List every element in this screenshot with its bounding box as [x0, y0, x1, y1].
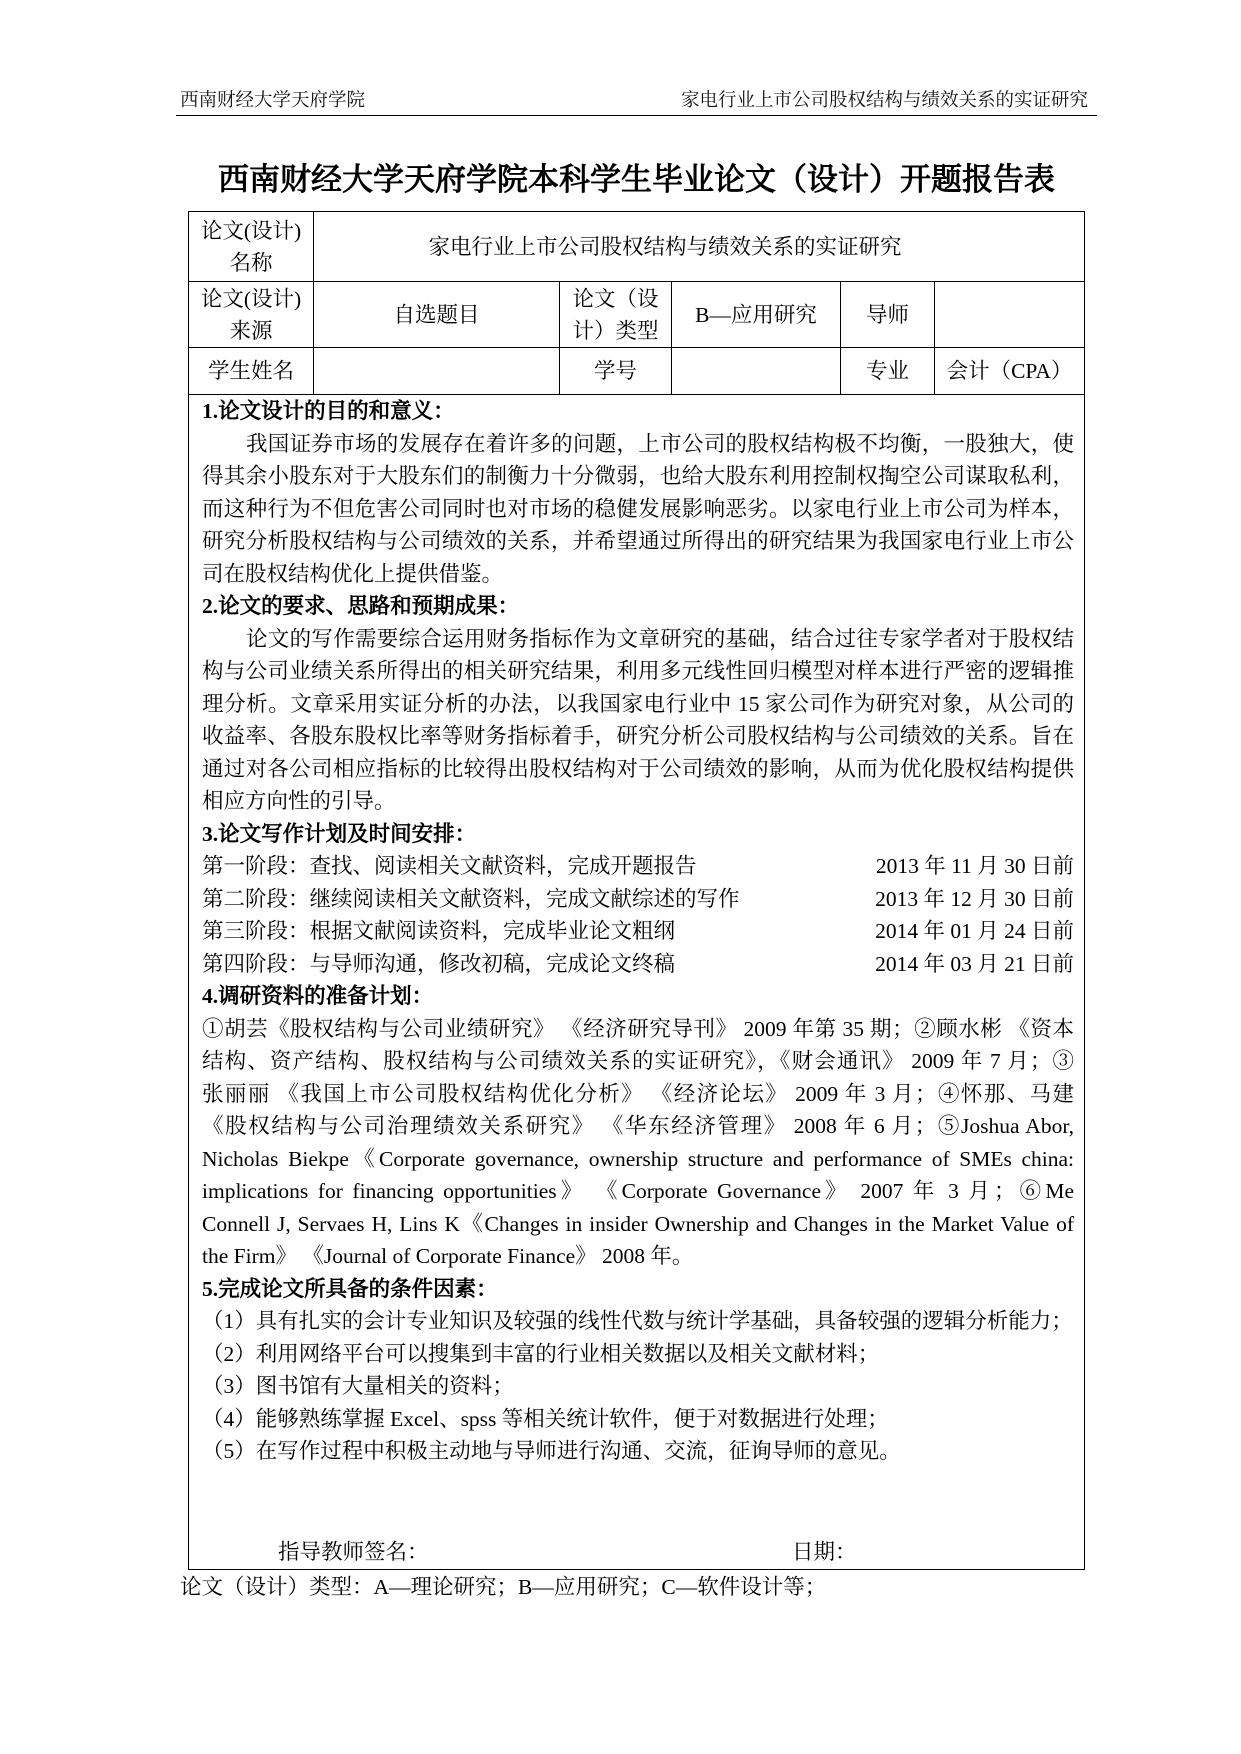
section-heading-conditions: 5.完成论文所具备的条件因素： — [202, 1276, 498, 1301]
condition-item: （1）具有扎实的会计专业知识及较强的线性代数与统计学基础，具备较强的逻辑分析能力； — [202, 1309, 1073, 1333]
student-name-value — [314, 348, 560, 395]
thesis-type-value: B—应用研究 — [672, 282, 841, 348]
section-heading-schedule: 3.论文写作计划及时间安排： — [202, 821, 477, 846]
section-heading-references: 4.调研资料的准备计划： — [202, 984, 434, 1008]
condition-item: （5）在写作过程中积极主动地与导师进行沟通、交流，征询导师的意见。 — [202, 1439, 901, 1463]
reference-line: implications for financing opportunities》 《Corporate Governance》 2007 年 3 月；⑥Me — [202, 1179, 1074, 1203]
header-rule — [176, 115, 1097, 116]
paragraph-line: 理分析。文章采用实证分析的办法，以我国家电行业中 15 家公司作为研究对象，从公司的 — [202, 691, 1074, 716]
section-heading-purpose: 1.论文设计的目的和意义： — [202, 399, 455, 423]
student-id-value — [672, 348, 841, 395]
reference-line: 《股权结构与公司治理绩效关系研究》 《华东经济管理》 2008 年 6 月；⑤Joshua Abor, — [202, 1114, 1074, 1138]
proposal-body-cell — [189, 395, 1085, 1570]
paragraph-line: 通过对各公司相应指标的比较得出股权结构对于公司绩效的影响，从而为优化股权结构提供 — [202, 756, 1074, 781]
schedule-task: 第三阶段：根据文献阅读资料，完成毕业论文粗纲 — [202, 919, 676, 943]
advisor-label: 导师 — [841, 282, 935, 348]
schedule-deadline: 2013 年 11 月 30 日前 — [875, 854, 1074, 878]
condition-item: （4）能够熟练掌握 Excel、spss 等相关统计软件，便于对数据进行处理； — [202, 1406, 889, 1431]
thesis-name-label-line: 论文(设计) — [200, 218, 302, 243]
thesis-type-label-line: 论文（设 — [572, 286, 659, 311]
proposal-table — [188, 211, 1085, 1570]
schedule-row — [202, 850, 1074, 883]
reference-line: 张丽丽 《我国上市公司股权结构优化分析》 《经济论坛》 2009 年 3 月；④怀那、马建 — [202, 1081, 1074, 1106]
paragraph-line: 收益率、各股东股权比率等财务指标着手，研究分析公司股权结构与公司绩效的关系。旨在 — [202, 724, 1074, 748]
major-value: 会计（CPA） — [935, 348, 1085, 395]
paragraph-line: 研究分析股权结构与公司绩效的关系，并希望通过所得出的研究结果为我国家电行业上市公 — [202, 529, 1074, 553]
schedule-deadline: 2014 年 03 月 21 日前 — [875, 951, 1074, 976]
section-heading-requirements: 2.论文的要求、思路和预期成果： — [202, 594, 520, 618]
paragraph-line: 司在股权结构优化上提供借鉴。 — [202, 561, 504, 586]
paragraph-line: 而这种行为不但危害公司同时也对市场的稳健发展影响恶劣。以家电行业上市公司为样本， — [202, 496, 1074, 521]
schedule-row — [202, 883, 1074, 916]
page-title: 西南财经大学天府学院本科学生毕业论文（设计）开题报告表 — [218, 162, 1055, 198]
schedule-task: 第一阶段：查找、阅读相关文献资料，完成开题报告 — [202, 854, 697, 878]
condition-item: （3）图书馆有大量相关的资料； — [202, 1374, 514, 1398]
reference-line: the Firm》 《Journal of Corporate Finance》 2008 年。 — [202, 1244, 694, 1268]
major-label: 专业 — [841, 348, 935, 395]
student-name-label: 学生姓名 — [189, 348, 314, 395]
signature-date-label: 日期： — [792, 1540, 857, 1564]
thesis-name-label — [189, 212, 314, 282]
header-thesis-title: 家电行业上市公司股权结构与绩效关系的实证研究 — [680, 91, 1088, 111]
student-id-label: 学号 — [560, 348, 672, 395]
thesis-type-label — [560, 282, 672, 348]
proposal-body — [202, 395, 1074, 1468]
thesis-source-value: 自选题目 — [314, 282, 560, 348]
schedule-deadline: 2013 年 12 月 30 日前 — [875, 886, 1074, 911]
schedule-task: 第二阶段：继续阅读相关文献资料，完成文献综述的写作 — [202, 886, 740, 911]
advisor-signature-label: 指导教师签名： — [278, 1540, 429, 1564]
schedule-task: 第四阶段：与导师沟通，修改初稿，完成论文终稿 — [202, 951, 676, 976]
reference-line: Connell J, Servaes H, Lins K《Changes in insider Ownership and Changes in the Market Value of — [202, 1211, 1074, 1236]
header-school-name: 西南财经大学天府学院 — [180, 91, 366, 111]
condition-item: （2）利用网络平台可以搜集到丰富的行业相关数据以及相关文献材料； — [202, 1341, 880, 1366]
thesis-source-label-line: 来源 — [229, 318, 273, 343]
schedule-deadline: 2014 年 01 月 24 日前 — [875, 919, 1074, 943]
paragraph-line: 我国证券市场的发展存在着许多的问题，上市公司的股权结构极不均衡，一股独大，使 — [246, 431, 1074, 456]
paragraph-line: 论文的写作需要综合运用财务指标作为文章研究的基础，结合过往专家学者对于股权结 — [246, 626, 1074, 651]
advisor-value — [935, 282, 1085, 348]
schedule-row — [202, 948, 1074, 981]
thesis-name-value: 家电行业上市公司股权结构与绩效关系的实证研究 — [314, 212, 1085, 282]
paragraph-line: 得其余小股东对于大股东们的制衡力十分微弱，也给大股东利用控制权掏空公司谋取私利， — [202, 464, 1074, 488]
thesis-source-label — [189, 282, 314, 348]
paragraph-line: 构与公司业绩关系所得出的相关研究结果，利用多元线性回归模型对样本进行严密的逻辑推 — [202, 659, 1074, 683]
thesis-source-label-line: 论文(设计) — [200, 286, 302, 311]
thesis-type-footnote: 论文（设计）类型：A—理论研究；B—应用研究；C—软件设计等； — [180, 1575, 827, 1599]
schedule-row — [202, 915, 1074, 948]
reference-line: 结构、资产结构、股权结构与公司绩效关系的实证研究》，《财会通讯》 2009 年 7 月；③ — [202, 1049, 1074, 1073]
reference-line: ①胡芸《股权结构与公司业绩研究》 《经济研究导刊》 2009 年第 35 期；②顾水彬 《资本 — [202, 1016, 1074, 1041]
reference-line: Nicholas Biekpe《Corporate governance, ownership structure and performance of SMEs china: — [202, 1146, 1074, 1171]
thesis-name-label-line: 名称 — [229, 250, 273, 275]
thesis-type-label-line: 计）类型 — [572, 318, 659, 343]
paragraph-line: 相应方向性的引导。 — [202, 789, 396, 813]
